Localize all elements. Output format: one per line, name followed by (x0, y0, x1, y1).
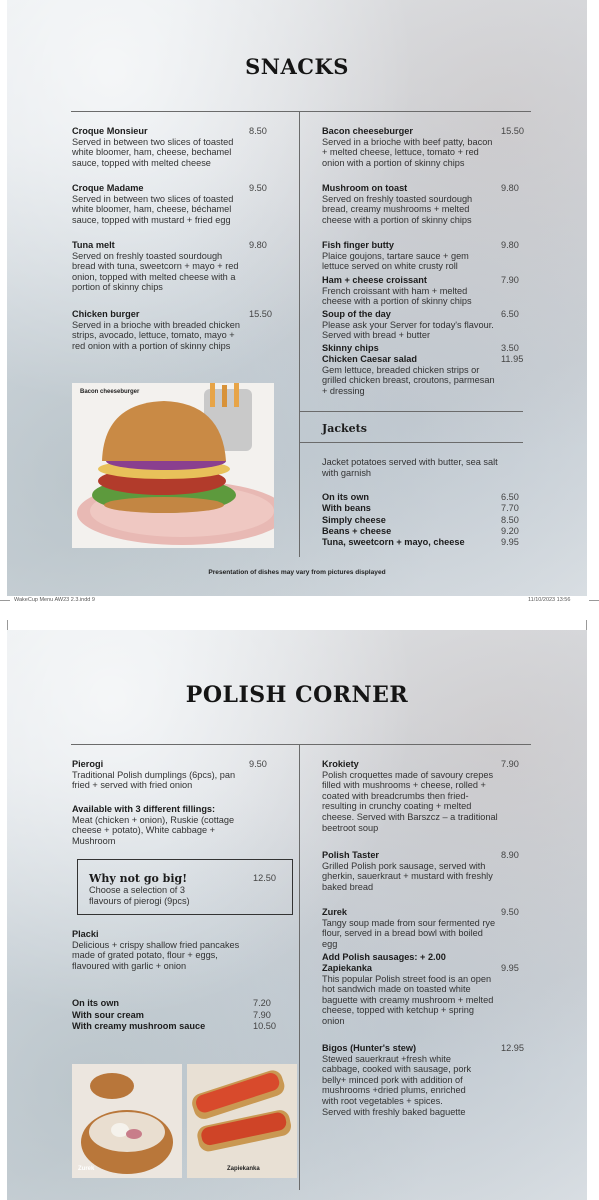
price-mushroom-on-toast: 9.80 (501, 183, 519, 193)
jacket-option-price: 6.50 (501, 492, 519, 502)
placki-option-price: 7.90 (253, 1010, 271, 1020)
jacket-option-price: 9.95 (501, 537, 519, 547)
price-bacon-cheeseburger: 15.50 (501, 126, 524, 136)
price-tuna-melt: 9.80 (249, 240, 267, 250)
jacket-option: With beans (322, 503, 371, 513)
menu-item-chicken-burger: Chicken burger Served in a brioche with breaded chicken strips, avocado, lettuce, tomato, mayo + red onion with a portion of skinny chips (72, 309, 241, 351)
zapiekanka-photo (187, 1064, 297, 1178)
presentation-footnote: Presentation of dishes may vary from pictures displayed (208, 569, 386, 576)
price-bigos: 12.95 (501, 1043, 524, 1053)
placki-option: With creamy mushroom sauce (72, 1021, 206, 1031)
price-chicken-caesar-salad: 11.95 (501, 354, 524, 364)
placki-option: With sour cream (72, 1010, 144, 1020)
zurek-photo (72, 1064, 182, 1178)
page-gap (0, 606, 599, 630)
add-polish-sausages: Add Polish sausages: + 2.00 (322, 952, 446, 962)
price-go-big: 12.50 (253, 873, 276, 883)
price-fish-finger-butty: 9.80 (501, 240, 519, 250)
crop-mark (0, 600, 10, 601)
print-slug-date: 11/10/2023 13:56 (528, 597, 571, 603)
jacket-option-price: 9.20 (501, 526, 519, 536)
menu-item-chicken-caesar-salad: Chicken Caesar salad Gem lettuce, breaded chicken strips or grilled chicken breast, croutons, parmesan + dressing (322, 354, 495, 396)
jacket-option: Simply cheese (322, 515, 386, 525)
price-croque-madame: 9.50 (249, 183, 267, 193)
burger-illustration (72, 383, 274, 548)
photo-caption-bacon-cheeseburger: Bacon cheeseburger (80, 389, 140, 395)
snacks-page (7, 0, 587, 596)
menu-item-mushroom-on-toast: Mushroom on toast Served on freshly toasted sourdough bread, creamy mushrooms + melted cheese with a portion of skinny chips (322, 183, 473, 225)
menu-item-placki: Placki Delicious + crispy shallow fried pancakes made of grated potato, flour + eggs, flavoured with garlic + onion (72, 929, 240, 971)
pierogi-fillings: Available with 3 different fillings: Meat (chicken + onion), Ruskie (cottage cheese + potato), White cabbage + Mushroom (72, 804, 235, 846)
menu-item-zurek: Zurek Tangy soup made from sour fermented rye flour, served in a bread bowl with boiled egg (322, 907, 496, 949)
menu-item-polish-taster: Polish Taster Grilled Polish pork sausage, served with gherkin, sauerkraut + mustard with freshly baked bread (322, 850, 493, 892)
jacket-option-price: 7.70 (501, 503, 519, 513)
price-zapiekanka: 9.95 (501, 963, 519, 973)
menu-item-zapiekanka: Zapiekanka This popular Polish street food is an open hot sandwich made on toasted white baguette with creamy mushroom + melted cheese, topped with ketchup + spring onion (322, 963, 494, 1026)
jackets-heading: Jackets (322, 422, 367, 435)
placki-option-price: 7.20 (253, 998, 271, 1008)
polish-corner-page (7, 630, 587, 1200)
placki-option: On its own (72, 998, 119, 1008)
jackets-intro: Jacket potatoes served with butter, sea salt with garnish (322, 457, 498, 478)
menu-item-bacon-cheeseburger: Bacon cheeseburger Served in a brioche with beef patty, bacon + melted cheese, lettuce, tomato + red onion with a portion of skinny chips (322, 126, 493, 168)
go-big-title: Why not go big! (89, 872, 188, 885)
price-pierogi: 9.50 (249, 759, 267, 769)
crop-mark (7, 620, 8, 630)
polish-corner-title: POLISH CORNER (185, 682, 409, 708)
crop-mark (586, 620, 587, 630)
menu-item-skinny-chips: Skinny chips (322, 343, 379, 353)
snacks-column-divider (299, 112, 300, 557)
menu-item-tuna-melt: Tuna melt Served on freshly toasted sourdough bread with tuna, sweetcorn + mayo + red onion, topped with melted cheese with a portion of skinny chips (72, 240, 239, 293)
polish-column-divider (299, 745, 300, 1190)
price-skinny-chips: 3.50 (501, 343, 519, 353)
placki-option-price: 10.50 (253, 1021, 276, 1031)
price-krokiety: 7.90 (501, 759, 519, 769)
jacket-option: On its own (322, 492, 369, 502)
price-chicken-burger: 15.50 (249, 309, 272, 319)
photo-caption-zurek: Zurek (78, 1166, 95, 1172)
price-croque-monsieur: 8.50 (249, 126, 267, 136)
jacket-option-price: 8.50 (501, 515, 519, 525)
menu-item-croque-madame: Croque Madame Served in between two slices of toasted white bloomer, ham, cheese, béchamel sauce, topped with mustard + fried egg (72, 183, 234, 225)
jacket-option: Beans + cheese (322, 526, 392, 536)
menu-item-krokiety: Krokiety Polish croquettes made of savoury crepes filled with mushrooms + cheese, rolled + coated with breadcrumbs then fried- resulting in crunchy coating + melted cheese. Served with Barszcz – a traditional beetroot soup (322, 759, 498, 833)
price-zurek: 9.50 (501, 907, 519, 917)
print-slug-file: WakeCup Menu AW23 2.3.indd 9 (14, 597, 95, 603)
menu-item-pierogi: Pierogi Traditional Polish dumplings (6pcs), pan fried + served with fried onion (72, 759, 236, 791)
bacon-cheeseburger-photo (72, 383, 274, 548)
photo-caption-zapiekanka: Zapiekanka (227, 1166, 260, 1172)
snacks-top-rule (71, 111, 531, 112)
price-soup-of-the-day: 6.50 (501, 309, 519, 319)
polish-top-rule (71, 744, 531, 745)
menu-item-bigos: Bigos (Hunter's stew) Stewed sauerkraut +fresh white cabbage, cooked with sausage, pork belly+ minced pork with addition of mushrooms +dried plums, enriched with root vegetables + spices. Served with freshly baked baguette (322, 1043, 472, 1117)
jackets-top-rule (300, 411, 523, 412)
go-big-desc: Choose a selection of 3 flavours of pierogi (9pcs) (89, 885, 190, 906)
jacket-option: Tuna, sweetcorn + mayo, cheese (322, 537, 465, 547)
zurek-illustration (72, 1064, 182, 1178)
zapiekanka-illustration (187, 1064, 297, 1178)
menu-item-soup-of-the-day: Soup of the day Please ask your Server for today's flavour. Served with bread + butter (322, 309, 494, 341)
jackets-bottom-rule (300, 442, 523, 443)
price-ham-cheese-croissant: 7.90 (501, 275, 519, 285)
menu-item-croque-monsieur: Croque Monsieur Served in between two slices of toasted white bloomer, ham, cheese, bechamel sauce, topped with melted cheese (72, 126, 234, 168)
menu-item-fish-finger-butty: Fish finger butty Plaice goujons, tartare sauce + gem lettuce served on white crusty roll (322, 240, 469, 272)
menu-item-ham-cheese-croissant: Ham + cheese croissant French croissant with ham + melted cheese with a portion of skinny chips (322, 275, 472, 307)
price-polish-taster: 8.90 (501, 850, 519, 860)
crop-mark (589, 600, 599, 601)
snacks-title: SNACKS (245, 54, 349, 79)
